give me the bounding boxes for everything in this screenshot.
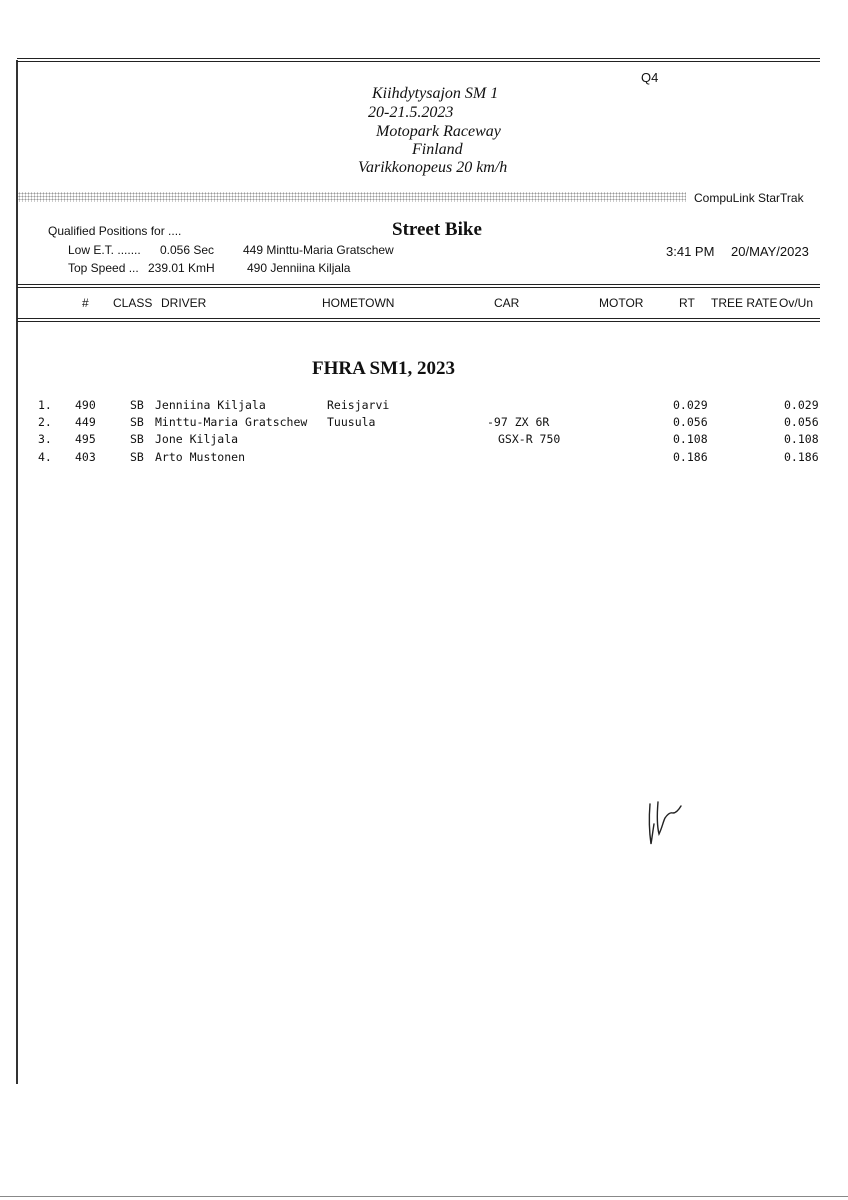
header-rule-top <box>17 284 820 288</box>
row-driver: Minttu-Maria Gratschew <box>155 415 308 429</box>
table-row <box>0 450 848 467</box>
row-class: SB <box>130 415 144 429</box>
row-car: -97 ZX 6R <box>487 415 550 429</box>
top-speed-value: 239.01 KmH <box>148 261 215 275</box>
low-et-value: 0.056 Sec <box>160 243 215 257</box>
col-number: # <box>82 296 89 310</box>
row-rt: 0.186 <box>673 450 708 464</box>
row-position: 3. <box>38 432 52 446</box>
left-border <box>16 60 18 1084</box>
event-dates: 20-21.5.2023 <box>368 104 454 121</box>
row-driver: Jenniina Kiljala <box>155 398 266 412</box>
handwritten-signature <box>645 798 705 850</box>
row-driver: Jone Kiljala <box>155 432 239 446</box>
col-rt: RT <box>679 296 695 310</box>
col-tree-rate: TREE RATE <box>711 296 778 310</box>
row-number: 495 <box>75 432 96 446</box>
col-driver: DRIVER <box>161 296 207 310</box>
event-venue: Motopark Raceway <box>376 123 501 140</box>
col-class: CLASS <box>113 296 153 310</box>
row-class: SB <box>130 398 144 412</box>
row-driver: Arto Mustonen <box>155 450 246 464</box>
row-rt: 0.108 <box>673 432 708 446</box>
row-car: GSX-R 750 <box>498 432 561 446</box>
table-row <box>0 432 848 449</box>
row-class: SB <box>130 432 144 446</box>
row-position: 4. <box>38 450 52 464</box>
page-bottom-edge <box>0 1196 848 1197</box>
low-et-holder: 449 Minttu-Maria Gratschew <box>243 243 394 257</box>
report-date: 20/MAY/2023 <box>731 244 809 259</box>
row-number: 490 <box>75 398 96 412</box>
row-hometown: Tuusula <box>327 415 376 429</box>
row-number: 403 <box>75 450 96 464</box>
sheet-code: Q4 <box>641 70 659 85</box>
row-ov-un: 0.108 <box>784 432 819 446</box>
row-hometown: Reisjarvi <box>327 398 390 412</box>
col-car: CAR <box>494 296 520 310</box>
table-row <box>0 415 848 432</box>
class-title: Street Bike <box>392 219 482 240</box>
row-rt: 0.029 <box>673 398 708 412</box>
dotted-separator <box>18 192 686 202</box>
row-class: SB <box>130 450 144 464</box>
qualified-label: Qualified Positions for .... <box>48 224 182 238</box>
event-country: Finland <box>412 141 463 158</box>
col-ov-un: Ov/Un <box>779 296 814 310</box>
col-motor: MOTOR <box>599 296 644 310</box>
col-hometown: HOMETOWN <box>322 296 395 310</box>
row-ov-un: 0.186 <box>784 450 819 464</box>
row-number: 449 <box>75 415 96 429</box>
top-speed-label: Top Speed ... <box>68 261 139 275</box>
software-brand: CompuLink StarTrak <box>694 191 804 205</box>
header-rule-bottom <box>17 318 820 322</box>
row-ov-un: 0.029 <box>784 398 819 412</box>
row-position: 2. <box>38 415 52 429</box>
event-pit-speed: Varikkonopeus 20 km/h <box>358 159 508 176</box>
report-time: 3:41 PM <box>666 244 715 259</box>
table-row <box>0 398 848 415</box>
event-name: Kiihdytysajon SM 1 <box>372 85 499 102</box>
low-et-label: Low E.T. ....... <box>68 243 141 257</box>
row-rt: 0.056 <box>673 415 708 429</box>
top-rule <box>17 58 820 62</box>
section-title: FHRA SM1, 2023 <box>312 358 456 379</box>
row-position: 1. <box>38 398 52 412</box>
row-ov-un: 0.056 <box>784 415 819 429</box>
top-speed-holder: 490 Jenniina Kiljala <box>247 261 351 275</box>
